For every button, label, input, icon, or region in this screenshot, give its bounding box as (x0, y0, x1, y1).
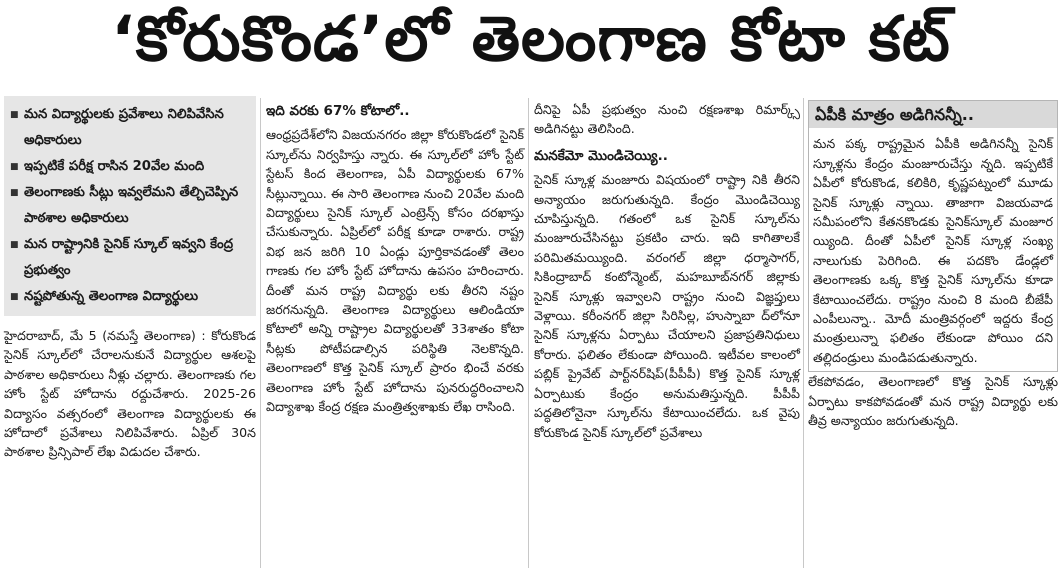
subheading: ఇది వరకు 67% కోటాలో.. (266, 103, 410, 119)
article-body: ఆంధ్రప్రదేశ్‌లోని విజయనగరం జిల్లా కోరుకొండలో సైనిక్ స్కూల్‌ను నిర్వహిస్తు న్నారు. ఈ స్కూల్‌లో హోం స్టేట్ స్టేటస్ కింద తెలంగాణ, ఏపీ విద్యార్థులకు 67% సీట్లున్నాయి. ఈ సారి తెలంగాణ నుంచి 20వేల మంది విద్యార్థులు సైనిక్ స్కూల్ ఎంట్రెన్స్ కోసం దరఖాస్తు చేసుకున్నారు. ఏప్రిల్‌లో పరీక్ష కూడా రాశారు. రాష్ట్ర విభ జన జరిగి 10 ఏండ్లు పూర్తికావడంతో తెలం గాణకు గల హోం స్టేట్ హోదాను ఉపసం హరించారు. దీంతో మన రాష్ట్ర విద్యార్థు లకు తీరని నష్టం జరగనున్నది. తెలంగాణ విద్యార్థులు ఆలిండియా కోటాలో అన్ని రాష్ట్రాల విద్యార్థులతో 33శాతం కోటా సీట్లకు పోటీపడాల్సిన పరిస్థితి నెలకొన్నది. తెలంగాణలో కొత్త సైనిక్ స్కూల్ ప్రారం భించే వరకు తెలంగాణ హోం స్టేట్ హోదాను పునరుద్ధరించాలని విద్యాశాఖ కేంద్ర రక్షణ మంత్రిత్వశాఖకు లేఖ రాసింది. (266, 127, 524, 415)
article-body: దీనిపై ఏపీ ప్రభుత్వం నుంచి రక్షణశాఖ రిమార్క్స్ అడిగినట్టు తెలిసింది. (534, 102, 800, 137)
column-divider (803, 98, 804, 568)
sidebar-body: మన పక్క రాష్ట్రమైన ఏపీకి అడిగినన్నీ సైనిక్ స్కూళ్లను కేంద్రం మంజూరుచేస్తు న్నది. ఇప్పటికే ఏపీలో కోరుకొండ, కలికిరి, కృష్ణపట్నంలో మూడు సైనిక్ స్కూళ్లు న్నాయి. తాజాగా విజయవాడ సమీపంలోని కేతనకొండకు సైనిక్‌స్కూల్ మంజూర య్యింది. దీంతో ఏపీలో సైనిక్ స్కూళ్ల సంఖ్య నాలుగుకు పెరిగింది. ఈ పదకొం డేండ్లలో తెలంగాణకు ఒక్క కొత్త సైనిక్ స్కూల్‌ను కూడా కేటాయించలేదు. రాష్ట్రం నుంచి 8 మంది బీజేపీ ఎంపీలున్నా.. మోదీ మంత్రివర్గంలో ఇద్దరు కేంద్ర మంత్రులున్నా ఫలితం లేకుండా పోయిం దని తల్లిదండ్రులు మండిపడుతున్నారు. (813, 136, 1053, 365)
article-body: కోరుకొండ సైనిక్ స్కూల్‌లో చేరాలనుకునే విద్యార్థుల ఆశలపై పాఠశాల అధికారులు నీళ్లు చల్లారు. తెలంగాణకు గల హోం స్టేట్ హోదాను రద్దుచేశారు. 2025-26 విద్యాసం వత్సరంలో తెలంగాణ విద్యార్థులకు ఈ హోదాలో ప్రవేశాలు నిలిపివేశారు. ఏప్రిల్ 30న పాఠశాల ప్రిన్సిపాల్ లేఖ విడుదల చేశారు. (4, 328, 256, 460)
dateline: హైదరాబాద్, మే 5 (నమస్తే తెలంగాణ) : (4, 328, 206, 343)
column-divider (528, 98, 529, 568)
highlight-item: ■ తెలంగాణకు సీట్లు ఇవ్వలేమని తేల్చిచెప్పిన పాఠశాల అధికారులు (10, 180, 250, 232)
headline: ‘కోరుకొండ’లో తెలంగాణ కోటా కట్ (111, 2, 951, 75)
column-1 (4, 96, 256, 462)
column-3 (534, 100, 800, 442)
highlight-item: ■ మన విద్యార్థులకు ప్రవేశాలు నిలిపివేసిన అధికారులు (10, 102, 250, 154)
sidebar-box (808, 100, 1058, 372)
column-2 (266, 100, 524, 417)
highlights-box (4, 96, 256, 316)
sidebar-title: ఏపీకి మాత్రం అడిగినన్నీ.. (809, 101, 1057, 128)
column-divider (260, 98, 261, 568)
article-body: సైనిక్ స్కూళ్ల మంజూరు విషయంలో రాష్ట్రా నికి తీరని అన్యాయం జరుగుతున్నది. కేంద్రం మొండిచెయ్యి చూపిస్తున్నది. గతంలో ఒక సైనిక్ స్కూల్‌ను మంజూరుచేసినట్టు ప్రకటిం చారు. ఇది కాగితాలకే పరిమితమయ్యింది. వరంగల్ జిల్లా ధర్మాసాగర్, సికింద్రాబాద్ కంటోన్మెంట్, మహబూబ్‌నగర్ జిల్లాకు సైనిక్ స్కూళ్లు ఇవ్వాలని రాష్ట్రం నుంచి విజ్ఞప్తులు వెళ్లాయి. కరీంనగర్ జిల్లా సిరిసిల్ల, హుస్నాబా ద్‌లోనూ సైనిక్ స్కూళ్లను ఏర్పాటు చేయాలని ప్రజాప్రతినిధులు కోరారు. ఫలితం లేకుండా పోయింది. ఇటీవల కాలంలో పబ్లిక్ ప్రైవేట్ పార్ట్‌నర్‌షిప్(పీపీపీ) కొత్త సైనిక్ స్కూళ్ల ఏర్పాటుకు కేంద్రం అనుమతిస్తున్నది. పీపీపీ పద్ధతిలోనైనా స్కూల్‌ను కేటాయించలేదు. ఒక వైపు కోరుకొండ సైనిక్ స్కూల్‌లో ప్రవేశాలు (534, 172, 800, 440)
highlight-item: ■ నష్టపోతున్న తెలంగాణ విద్యార్థులు (10, 284, 250, 310)
highlight-item: ■ ఇప్పటికే పరీక్ష రాసిన 20వేల మంది (10, 154, 250, 180)
subheading: మనకేమో మొండిచెయ్యి.. (534, 147, 668, 164)
article-body: లేకపోవడం, తెలంగాణలో కొత్త సైనిక్ స్కూళ్లు ఏర్పాటు కాకపోవడంతో మన రాష్ట్ర విద్యార్థు లకు తీవ్ర అన్యాయం జరుగుతున్నది. (808, 374, 1058, 429)
highlight-item: ■ మన రాష్ట్రానికి సైనిక్ స్కూల్ ఇవ్వని కేంద్ర ప్రభుత్వం (10, 232, 250, 284)
column-4 (808, 100, 1058, 431)
